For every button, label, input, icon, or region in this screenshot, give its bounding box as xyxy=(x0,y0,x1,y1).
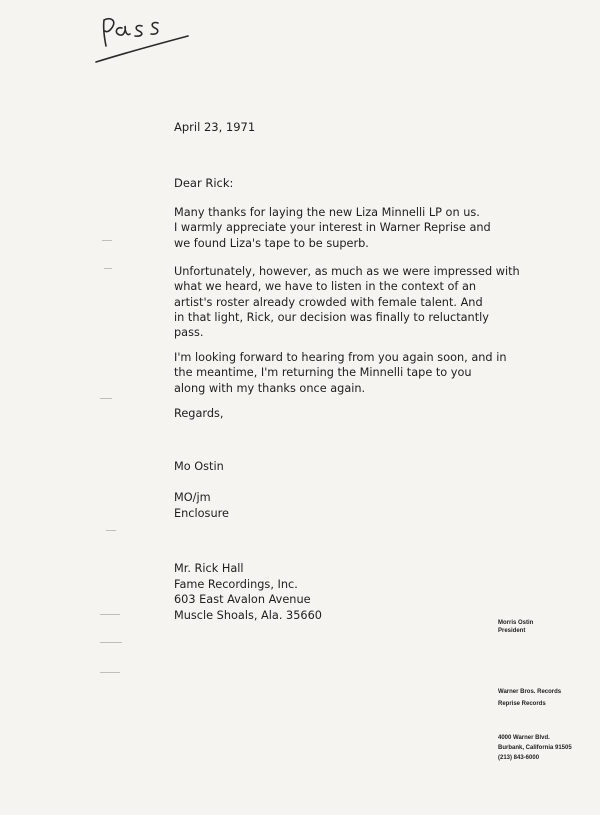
margin-mark xyxy=(106,530,116,531)
letter-reference-block xyxy=(174,490,229,521)
paragraph-line: I'm looking forward to hearing from you again soon, and in xyxy=(174,351,507,364)
letterhead-phone: (213) 843-6000 xyxy=(498,755,540,761)
recipient-street: 603 East Avalon Avenue xyxy=(174,593,311,607)
recipient-address xyxy=(174,561,322,623)
margin-mark xyxy=(100,672,120,673)
letter-paragraph-3 xyxy=(174,350,514,396)
margin-mark xyxy=(102,240,112,241)
enclosure-note: Enclosure xyxy=(174,506,229,520)
paragraph-line: Unfortunately, however, as much as we were impressed with xyxy=(174,265,520,278)
margin-mark xyxy=(100,614,120,615)
letter-paragraph-1 xyxy=(174,205,514,251)
letterhead-company-1: Warner Bros. Records xyxy=(498,689,562,695)
letterhead-city: Burbank, California 91505 xyxy=(498,745,572,751)
margin-mark xyxy=(104,268,112,269)
letter-date: April 23, 1971 xyxy=(174,120,256,134)
recipient-city: Muscle Shoals, Ala. 35660 xyxy=(174,608,322,622)
paragraph-line: what we heard, we have to listen in the context of an xyxy=(174,280,477,294)
paragraph-line: along with my thanks once again. xyxy=(174,381,366,395)
letterhead-street: 4000 Warner Blvd. xyxy=(498,735,550,741)
letterhead-officer xyxy=(498,619,533,635)
letterhead-address xyxy=(498,734,572,762)
letter-salutation: Dear Rick: xyxy=(174,176,234,190)
letterhead-officer-name: Morris Ostin xyxy=(498,620,534,626)
paragraph-line: I warmly appreciate your interest in Warner Reprise and xyxy=(174,221,491,235)
reference-initials: MO/jm xyxy=(174,491,211,504)
margin-ruling-marks xyxy=(100,0,140,815)
paragraph-line: the meantime, I'm returning the Minnelli tape to you xyxy=(174,366,472,380)
paragraph-line: in that light, Rick, our decision was finally to reluctantly xyxy=(174,310,489,324)
paragraph-line: artist's roster already crowded with female talent. And xyxy=(174,295,483,309)
letterhead-companies xyxy=(498,688,561,708)
paragraph-line: we found Liza's tape to be superb. xyxy=(174,236,369,250)
letterhead-officer-title: President xyxy=(498,628,526,634)
margin-mark xyxy=(100,642,122,643)
margin-mark xyxy=(100,398,112,399)
recipient-company: Fame Recordings, Inc. xyxy=(174,577,298,591)
paragraph-line: Many thanks for laying the new Liza Minnelli LP on us. xyxy=(174,206,480,219)
letter-paragraph-2 xyxy=(174,264,520,340)
letter-closing: Regards, xyxy=(174,407,224,420)
recipient-name: Mr. Rick Hall xyxy=(174,562,244,575)
letter-signatory: Mo Ostin xyxy=(174,460,224,473)
letterhead-company-2: Reprise Records xyxy=(498,701,546,707)
paragraph-line: pass. xyxy=(174,326,204,340)
